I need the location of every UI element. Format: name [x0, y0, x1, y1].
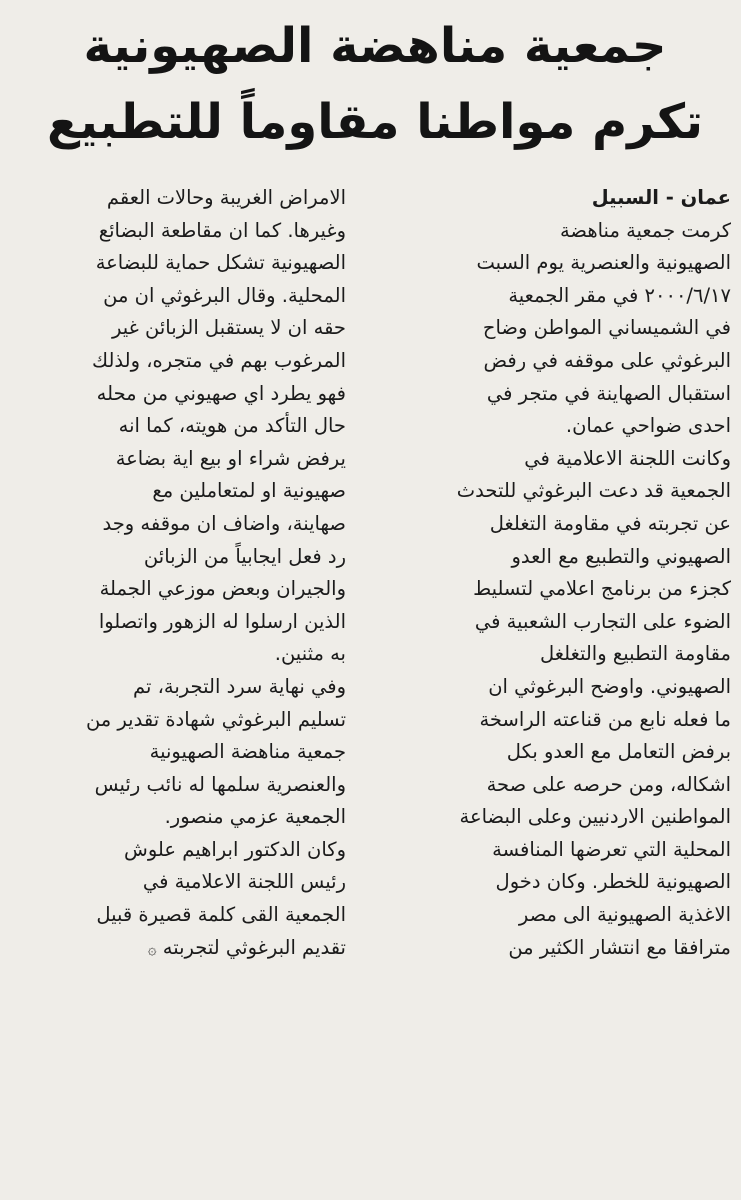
article-line: احدى ضواحي عمان. [565, 414, 731, 438]
article-line: في الشميساني المواطن وضاح [482, 316, 731, 340]
article-line: صهاينة، واضاف ان موقفه وجد [102, 511, 346, 535]
article-line: مقاومة التطبيع والتغلغل [539, 642, 731, 666]
headline-line-1: جمعية مناهضة الصهيونية [83, 18, 667, 74]
article-line: يرفض شراء او بيع اية بضاعة [115, 446, 346, 470]
article-line: ما فعله نابع من قناعته الراسخة [479, 707, 731, 731]
article-line: الصهيونية والعنصرية يوم السبت [476, 251, 731, 275]
article-line: الجمعية قد دعت البرغوثي للتحدث [456, 479, 731, 503]
article-line: عن تجربته في مقاومة التغلغل [489, 511, 731, 535]
article-line: الامراض الغريبة وحالات العقم [106, 186, 346, 209]
article-line: رئيس اللجنة الاعلامية في [142, 870, 346, 894]
article-line: برفض التعامل مع العدو بكل [506, 740, 731, 764]
article-line: والجيران وبعض موزعي الجملة [99, 577, 346, 601]
article-line: وفي نهاية سرد التجربة، تم [133, 674, 346, 698]
article-line: به مثنين. [274, 642, 346, 666]
article-line: وكان الدكتور ابراهيم علوش [124, 837, 346, 861]
article-line: وكانت اللجنة الاعلامية في [524, 446, 731, 470]
article-line: الاغذية الصهيونية الى مصر [518, 903, 731, 927]
article-line: مترافقا مع انتشار الكثير من [508, 935, 731, 959]
article-line: المحلية. وقال البرغوثي ان من [103, 283, 346, 307]
headline [30, 8, 720, 160]
headline-line-2: تكرم مواطنا مقاوماً للتطبيع [46, 94, 703, 150]
article-line: حال التأكد من هويته، كما انه [118, 414, 346, 438]
article-line: وغيرها. كما ان مقاطعة البضائع [98, 218, 346, 242]
article-line: الجمعية عزمي منصور. [164, 805, 346, 829]
article-line: والعنصرية سلمها له نائب رئيس [94, 772, 346, 796]
right-column-lines [376, 215, 731, 965]
article-line: الضوء على التجارب الشعبية في [474, 609, 731, 633]
article-column-left [11, 182, 346, 965]
article-line: المواطنين الاردنيين وعلى البضاعة [459, 805, 731, 829]
article-line: كجزء من برنامج اعلامي لتسليط [473, 577, 731, 601]
article-column-right [376, 182, 731, 964]
article-line: رد فعل ايجابياً من الزبائن [143, 544, 346, 568]
article-line: استقبال الصهاينة في متجر في [486, 381, 731, 405]
article-line: الصهيوني والتطبيع مع العدو [511, 544, 731, 568]
article-line: البرغوثي على موقفه في رفض [483, 348, 731, 372]
end-mark-icon: ۞ [147, 939, 157, 958]
article-line: الصهيوني. واوضح البرغوثي ان [488, 674, 731, 698]
article-line: الصهيونية للخطر. وكان دخول [495, 870, 731, 894]
article-line: فهو يطرد اي صهيوني من محله [96, 381, 346, 405]
article-line: اشكاله، ومن حرصه على صحة [486, 772, 731, 796]
article-line: ٢٠٠٠/٦/١٧ في مقر الجمعية [508, 283, 731, 307]
article-line: جمعية مناهضة الصهيونية [149, 740, 346, 764]
left-column-lines [11, 182, 346, 965]
dateline: عمان - السبيل [591, 186, 731, 209]
article-line: الجمعية القى كلمة قصيرة قبيل [96, 903, 346, 927]
article-line: تقديم البرغوثي لتجربته [162, 935, 346, 959]
article-line: صهيونية او لمتعاملين مع [152, 479, 346, 503]
article-line: تسليم البرغوثي شهادة تقدير من [85, 707, 346, 731]
article-line: كرمت جمعية مناهضة [559, 218, 731, 242]
article-line: حقه ان لا يستقبل الزبائن غير [111, 316, 346, 340]
article-line: الذين ارسلوا له الزهور واتصلوا [98, 609, 346, 633]
article-line: المرغوب بهم في متجره، ولذلك [92, 348, 346, 372]
article-line: الصهيونية تشكل حماية للبضاعة [95, 251, 346, 275]
article-line: المحلية التي تعرضها المنافسة [492, 837, 731, 861]
